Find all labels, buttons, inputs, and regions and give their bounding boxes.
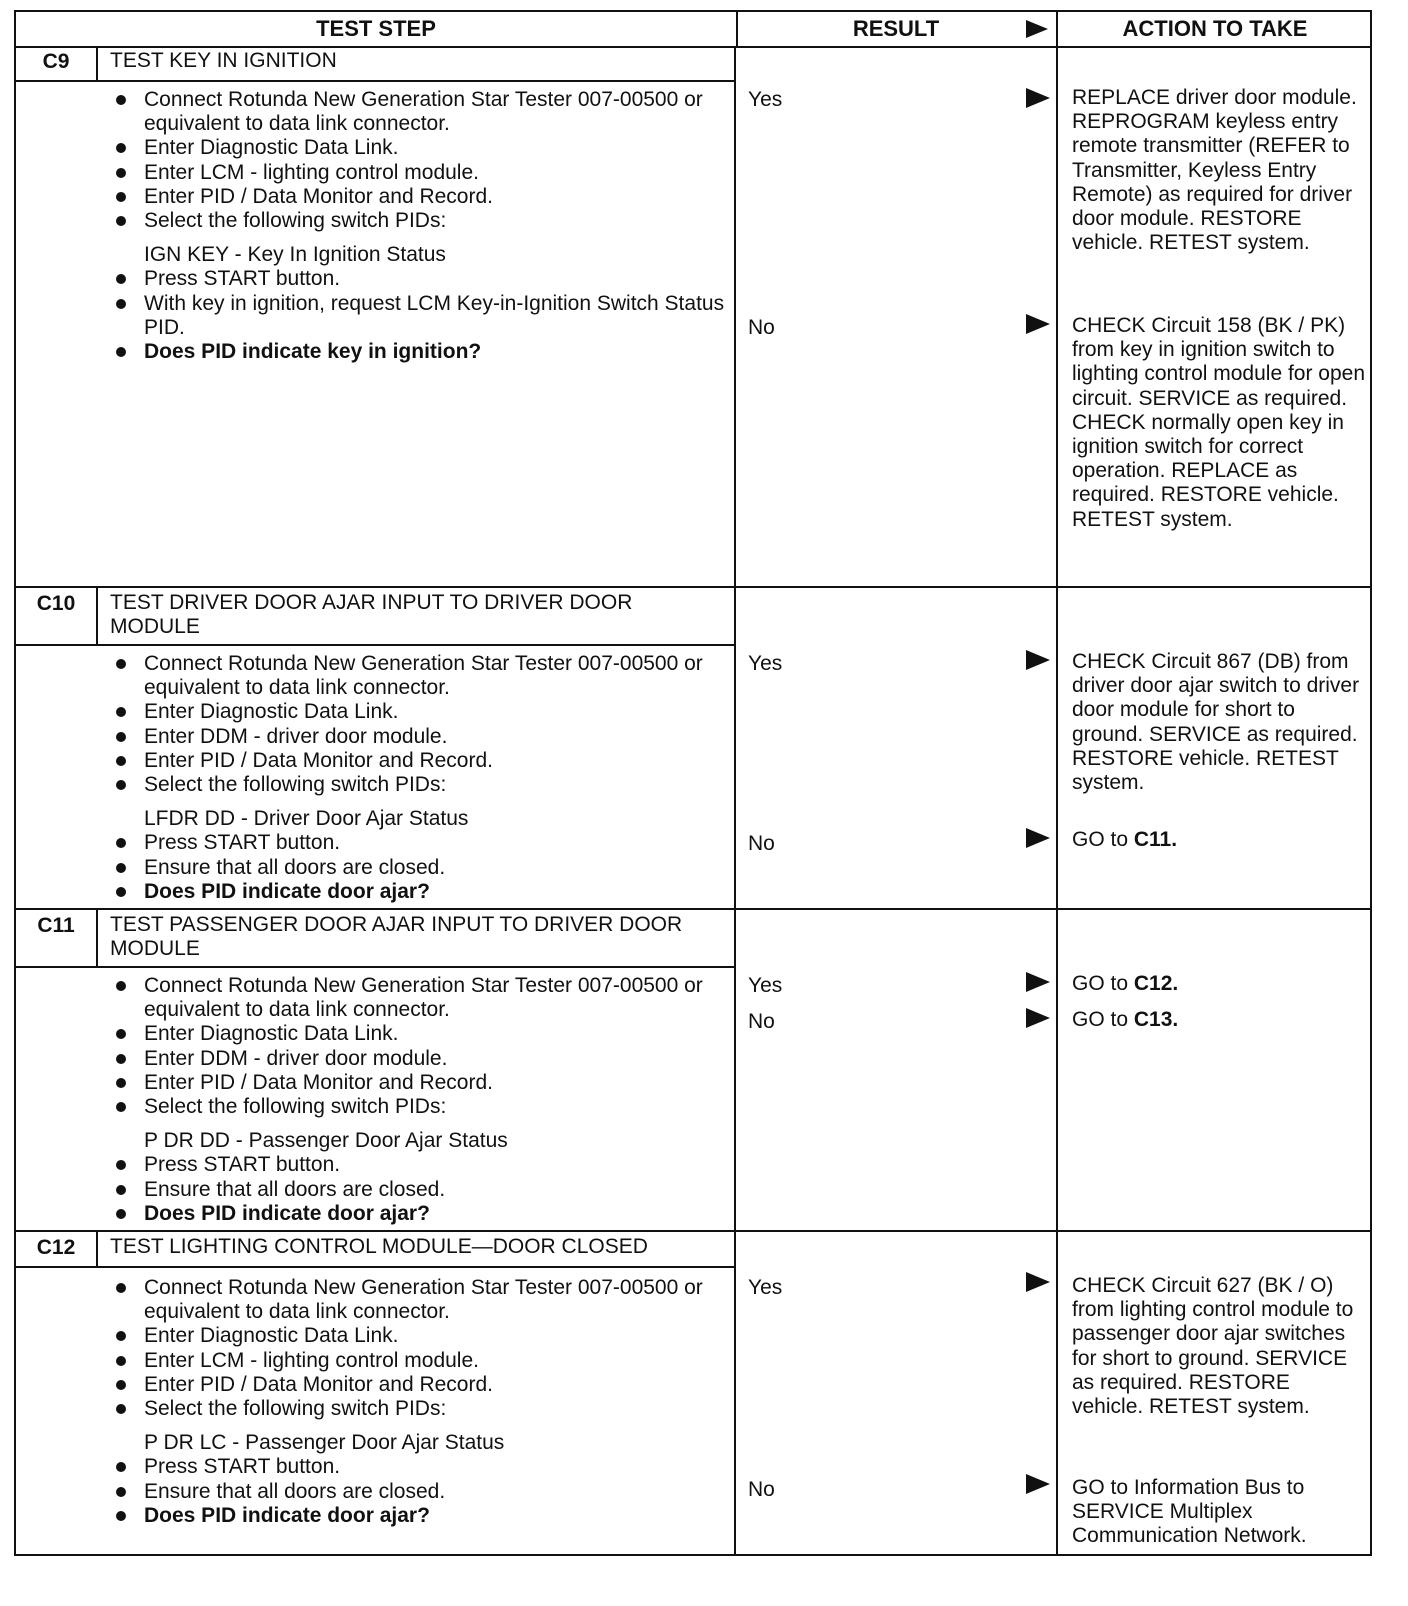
step-question: Does PID indicate key in ignition? (108, 340, 728, 364)
list-item: Ensure that all doors are closed. (108, 856, 728, 880)
list-item: Enter PID / Data Monitor and Record. (108, 1071, 728, 1095)
action-yes: CHECK Circuit 627 (BK / O) from lighting control module to passenger door ajar switches for short to ground. SERVICE as required. RESTORE vehicle. RETEST system. (1072, 1274, 1354, 1419)
list-item: Enter Diagnostic Data Link. (108, 1022, 728, 1046)
list-item: Press START button. (108, 1455, 728, 1479)
arrow-icon (1026, 1474, 1050, 1494)
step-c11-title-row (16, 910, 734, 968)
step-c12-title-row (16, 1232, 734, 1268)
list-item: Enter LCM - lighting control module. (108, 1349, 728, 1373)
step-c10-instructions (108, 652, 728, 904)
list-item: Connect Rotunda New Generation Star Tester 007-00500 or equivalent to data link connector. (108, 652, 728, 700)
list-item: Press START button. (108, 267, 728, 291)
result-no: No (748, 832, 775, 855)
pid-label: P DR LC - Passenger Door Ajar Status (144, 1431, 505, 1455)
step-c10 (14, 588, 1372, 910)
arrow-icon (1026, 828, 1050, 848)
list-item: Enter PID / Data Monitor and Record. (108, 185, 728, 209)
action-yes-ref: C12. (1133, 972, 1179, 995)
step-c10-action (1056, 588, 1372, 908)
step-c9-title-row (16, 46, 734, 82)
list-item: Select the following switch PIDs: (108, 773, 728, 797)
list-item: Connect Rotunda New Generation Star Tester 007-00500 or equivalent to data link connector. (108, 974, 728, 1022)
header-result: RESULT (852, 16, 940, 41)
result-no: No (748, 1478, 775, 1501)
action-yes (1072, 972, 1366, 996)
action-no: GO to Information Bus to SERVICE Multiplex Communication Network. (1072, 1476, 1307, 1548)
step-c11-action (1056, 910, 1372, 1230)
table-header (14, 10, 1372, 48)
step-c10-id: C10 (16, 588, 98, 644)
step-c12-action (1056, 1232, 1372, 1554)
action-no-ref: C11. (1133, 828, 1178, 851)
step-c9 (14, 46, 1372, 588)
list-item: With key in ignition, request LCM Key-in-Ignition Switch Status PID. (108, 292, 728, 340)
step-c12-instructions (108, 1276, 728, 1528)
pid-label: LFDR DD - Driver Door Ajar Status (144, 807, 469, 831)
arrow-icon (1026, 1008, 1050, 1028)
list-item: Select the following switch PIDs: (108, 1397, 728, 1421)
step-c12 (14, 1232, 1372, 1556)
arrow-icon (1026, 1272, 1050, 1292)
arrow-icon (1026, 314, 1050, 334)
list-item: Enter DDM - driver door module. (108, 1047, 728, 1071)
step-c11 (14, 910, 1372, 1232)
list-item: Enter Diagnostic Data Link. (108, 1324, 728, 1348)
step-c10-title-row (16, 588, 734, 646)
step-c9-instructions (108, 88, 728, 364)
list-item: Enter Diagnostic Data Link. (108, 136, 728, 160)
list-item: Press START button. (108, 831, 728, 855)
action-yes: CHECK Circuit 867 (DB) from driver door ajar switch to driver door module for short to ground. SERVICE as required. RESTORE vehicle. RETEST system. (1072, 650, 1360, 795)
action-no-ref: C13. (1133, 1008, 1179, 1031)
step-c12-result (734, 1232, 1058, 1554)
list-item: Press START button. (108, 1153, 728, 1177)
action-yes-prefix: GO to (1072, 972, 1134, 995)
step-question: Does PID indicate door ajar? (108, 1202, 728, 1226)
step-c11-title: TEST PASSENGER DOOR AJAR INPUT TO DRIVER DOOR MODULE (110, 913, 683, 960)
list-item: Connect Rotunda New Generation Star Tester 007-00500 or equivalent to data link connector. (108, 1276, 728, 1324)
step-question: Does PID indicate door ajar? (108, 880, 728, 904)
result-no: No (748, 1010, 775, 1033)
result-yes: Yes (748, 652, 783, 675)
arrow-icon (1026, 650, 1050, 670)
step-question: Does PID indicate door ajar? (108, 1504, 728, 1528)
header-action: ACTION TO TAKE (1056, 12, 1372, 46)
step-c9-action (1056, 46, 1372, 586)
step-c10-result (734, 588, 1058, 908)
list-item: Enter PID / Data Monitor and Record. (108, 1373, 728, 1397)
list-item: Enter LCM - lighting control module. (108, 161, 728, 185)
pid-label: IGN KEY - Key In Ignition Status (144, 243, 446, 267)
result-no: No (748, 316, 775, 339)
action-no (1072, 1008, 1366, 1032)
list-item: Ensure that all doors are closed. (108, 1480, 728, 1504)
action-yes: REPLACE driver door module. REPROGRAM keyless entry remote transmitter (REFER to Transmitter, Keyless Entry Remote) as required for driver door module. RESTORE vehicle. RETEST system. (1072, 86, 1357, 255)
result-yes: Yes (748, 1276, 783, 1299)
step-c9-result (734, 46, 1058, 586)
result-yes: Yes (748, 88, 783, 111)
list-item: Enter Diagnostic Data Link. (108, 700, 728, 724)
arrow-icon (1026, 972, 1050, 992)
list-item: Select the following switch PIDs: (108, 1095, 728, 1119)
pid-label: P DR DD - Passenger Door Ajar Status (144, 1129, 508, 1153)
list-item: Ensure that all doors are closed. (108, 1178, 728, 1202)
list-item: Connect Rotunda New Generation Star Tester 007-00500 or equivalent to data link connector. (108, 88, 728, 136)
diagnostic-table (14, 10, 1372, 1548)
step-c12-id: C12 (16, 1232, 98, 1266)
header-test-step: TEST STEP (16, 12, 738, 46)
step-c11-id: C11 (16, 910, 98, 966)
action-no: CHECK Circuit 158 (BK / PK) from key in ignition switch to lighting control module for open circuit. SERVICE as required. CHECK normally open key in ignition switch for correct operation. REPLACE as required. RESTORE vehicle. RETEST system. (1072, 314, 1366, 531)
step-c11-instructions (108, 974, 728, 1226)
list-item: Enter PID / Data Monitor and Record. (108, 749, 728, 773)
step-c10-title: TEST DRIVER DOOR AJAR INPUT TO DRIVER DOOR MODULE (110, 591, 633, 638)
step-c11-result (734, 910, 1058, 1230)
step-c9-title: TEST KEY IN IGNITION (110, 49, 337, 72)
action-no-prefix: GO to (1072, 828, 1134, 851)
list-item: Select the following switch PIDs: (108, 209, 728, 233)
arrow-icon (1026, 88, 1050, 108)
result-yes: Yes (748, 974, 783, 997)
step-c12-title: TEST LIGHTING CONTROL MODULE—DOOR CLOSED (110, 1235, 648, 1258)
step-c9-id: C9 (16, 46, 98, 80)
header-arrow-icon (1026, 20, 1048, 38)
action-no-prefix: GO to (1072, 1008, 1134, 1031)
list-item: Enter DDM - driver door module. (108, 725, 728, 749)
action-no (1072, 828, 1366, 852)
